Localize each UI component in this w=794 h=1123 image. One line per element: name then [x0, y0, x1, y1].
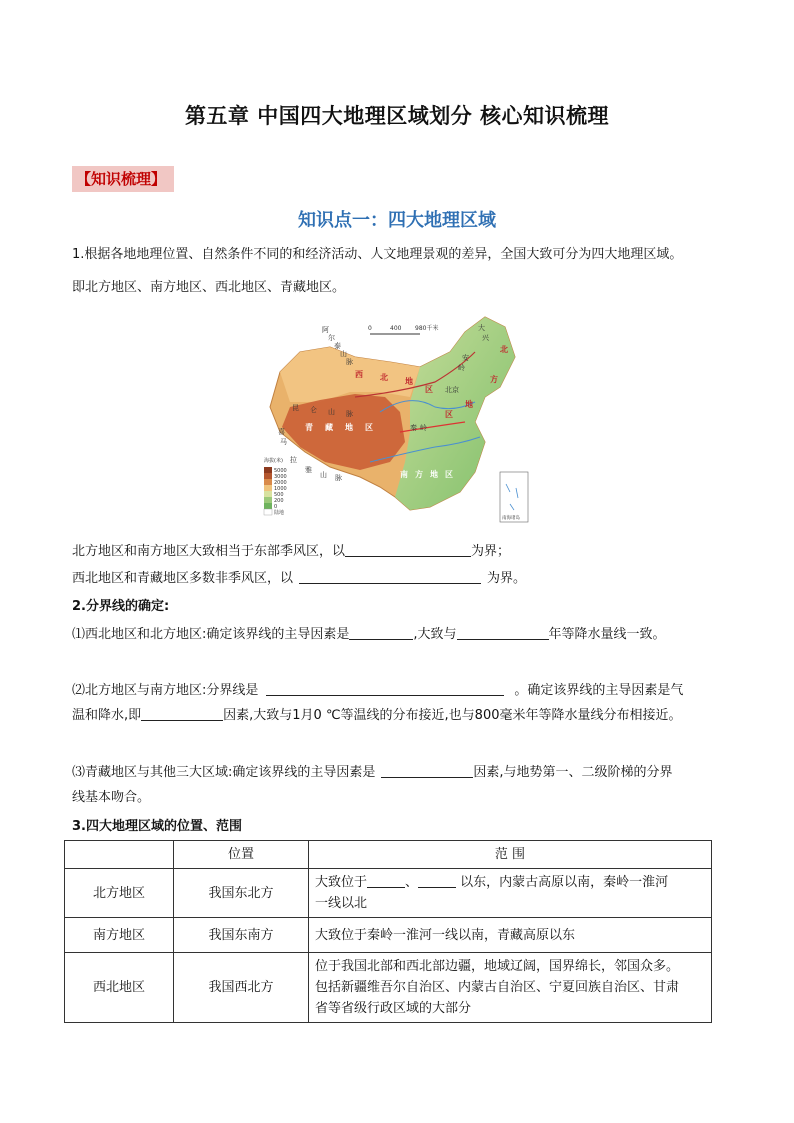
region-position: 我国东南方 [174, 918, 309, 953]
legend-item: 2000 [274, 480, 287, 486]
region-label: 区 [445, 410, 453, 419]
mountain-label: 山 [328, 408, 335, 416]
answer-blank[interactable] [457, 625, 549, 640]
region-label: 南 [400, 470, 408, 479]
boundary-p1: ⑴西北地区和北方地区:确定该界线的主导因素是 ,大致与 年等降水量线一致。 [72, 627, 666, 642]
east-area [395, 317, 515, 510]
legend-item: 0 [274, 504, 278, 510]
table-header-cell: 位置 [174, 841, 309, 869]
region-label: 区 [365, 423, 373, 432]
region-position: 我国东北方 [174, 869, 309, 918]
mountain-label: 雅 [305, 466, 312, 474]
boundary-p2-line1: ⑵北方地区与南方地区:分界线是 。确定该界线的主导因素是气 [72, 683, 684, 698]
mountain-label: 岭 [458, 364, 465, 372]
fill-line-1: 北方地区和南方地区大致相当于东部季风区，以 为界； [72, 544, 511, 559]
boundary-p3-line2: 线基本吻合。 [72, 790, 151, 805]
regions-table [64, 840, 712, 1023]
beijing-label: 北京 [445, 386, 459, 394]
region-label: 西 [355, 370, 363, 379]
page-title: 第五章 中国四大地理区域划分 核心知识梳理 [184, 103, 610, 128]
knowledge-tag: 【知识梳理】 [72, 166, 174, 192]
answer-blank[interactable] [266, 681, 504, 696]
answer-blank[interactable] [349, 625, 413, 640]
mountain-label: 喜 [278, 428, 285, 436]
region-label: 地 [405, 377, 413, 386]
boundary-p2-line2: 温和降水,即 因素,大致与1月0 ℃等温线的分布接近,也与800毫米年等降水量线分布相接近。 [72, 708, 682, 723]
mountain-label: 脉 [346, 410, 353, 418]
intro-line-2: 即北方地区、南方地区、西北地区、青藏地区。 [72, 280, 346, 295]
section-title: 知识点一：四大地理区域 [298, 210, 496, 231]
mountain-label: 秦 [410, 424, 417, 432]
south-sea-inset [500, 472, 528, 522]
region-range: 大致位于秦岭一淮河一线以南，青藏高原以东 [309, 918, 712, 953]
china-regions-map [260, 312, 530, 527]
qingzang-area [282, 394, 405, 470]
table-header-row [65, 841, 712, 869]
region-name: 北方地区 [65, 869, 174, 918]
table-header-cell: 范 围 [309, 841, 712, 869]
mountain-label: 山 [320, 471, 327, 479]
mountain-label: 马 [280, 438, 287, 446]
region-range: 大致位于 、 以东，内蒙古高原以南，秦岭一淮河 一线以北 [309, 869, 712, 918]
region-label: 区 [425, 385, 433, 394]
region-label: 地 [430, 470, 438, 479]
mountain-label: 脉 [346, 358, 353, 366]
boundary-p3-line1: ⑶青藏地区与其他三大区域:确定该界线的主导因素是 因素,与地势第一、二级阶梯的分界 [72, 765, 673, 780]
answer-blank[interactable] [381, 763, 473, 778]
table-row [65, 918, 712, 953]
table-heading: 3.四大地理区域的位置、范围 [72, 819, 242, 834]
mountain-label: 阿 [322, 326, 329, 334]
scale-label-980: 980千米 [415, 325, 439, 332]
answer-blank[interactable] [141, 706, 223, 721]
legend-item: 5000 [274, 468, 287, 474]
region-name: 南方地区 [65, 918, 174, 953]
mountain-label: 脉 [335, 474, 342, 482]
region-range: 位于我国北部和西北部边疆，地域辽阔，国界绵长，邻国众多。 包括新疆维吾尔自治区、内蒙古自治区、宁夏回族自治区、甘肃 省等省级行政区域的大部分 [309, 953, 712, 1023]
legend-item: 200 [274, 498, 284, 504]
mountain-label: 仑 [310, 406, 317, 414]
map-svg [260, 312, 530, 527]
region-label: 地 [345, 423, 353, 432]
mountain-label: 大 [478, 324, 485, 332]
intro-line-1: 1.根据各地地理位置、自然条件不同的和经济活动、人文地理景观的差异，全国大致可分为四大地理区域。 [72, 247, 683, 262]
inset-label: 南海诸岛 [502, 516, 520, 521]
region-name: 西北地区 [65, 953, 174, 1023]
region-label: 区 [445, 470, 453, 479]
mountain-label: 山 [340, 350, 347, 358]
boundary-heading: 2.分界线的确定: [72, 599, 170, 614]
answer-blank[interactable] [367, 873, 405, 888]
mountain-label: 泰 [334, 342, 341, 350]
region-position: 我国西北方 [174, 953, 309, 1023]
mountain-label: 兴 [482, 334, 489, 342]
answer-blank[interactable] [345, 542, 471, 557]
region-label: 藏 [325, 423, 333, 432]
scale-label-0: 0 [368, 325, 372, 332]
table-row [65, 869, 712, 918]
region-label: 北 [500, 345, 508, 354]
legend-title: 海拔(米) [264, 458, 283, 464]
mountain-label: 拉 [290, 456, 297, 464]
region-label: 青 [305, 423, 313, 432]
answer-blank[interactable] [418, 873, 456, 888]
fill-line-2: 西北地区和青藏地区多数非季风区，以 为界。 [72, 571, 527, 586]
mountain-label: 尔 [328, 334, 335, 342]
scale-label-400: 400 [390, 325, 402, 332]
legend-item: 1000 [274, 486, 287, 492]
legend-item: 500 [274, 492, 284, 498]
region-label: 地 [465, 400, 473, 409]
answer-blank[interactable] [299, 569, 481, 584]
legend-item: 陆地 [274, 510, 285, 516]
region-label: 方 [415, 470, 423, 479]
region-label: 北 [380, 373, 388, 382]
table-row [65, 953, 712, 1023]
mountain-label: 昆 [292, 404, 299, 412]
legend-item: 3000 [274, 474, 287, 480]
mountain-label: 安 [462, 354, 469, 362]
mountain-label: 岭 [420, 424, 427, 432]
region-label: 方 [490, 375, 498, 384]
table-header-cell [65, 841, 174, 869]
